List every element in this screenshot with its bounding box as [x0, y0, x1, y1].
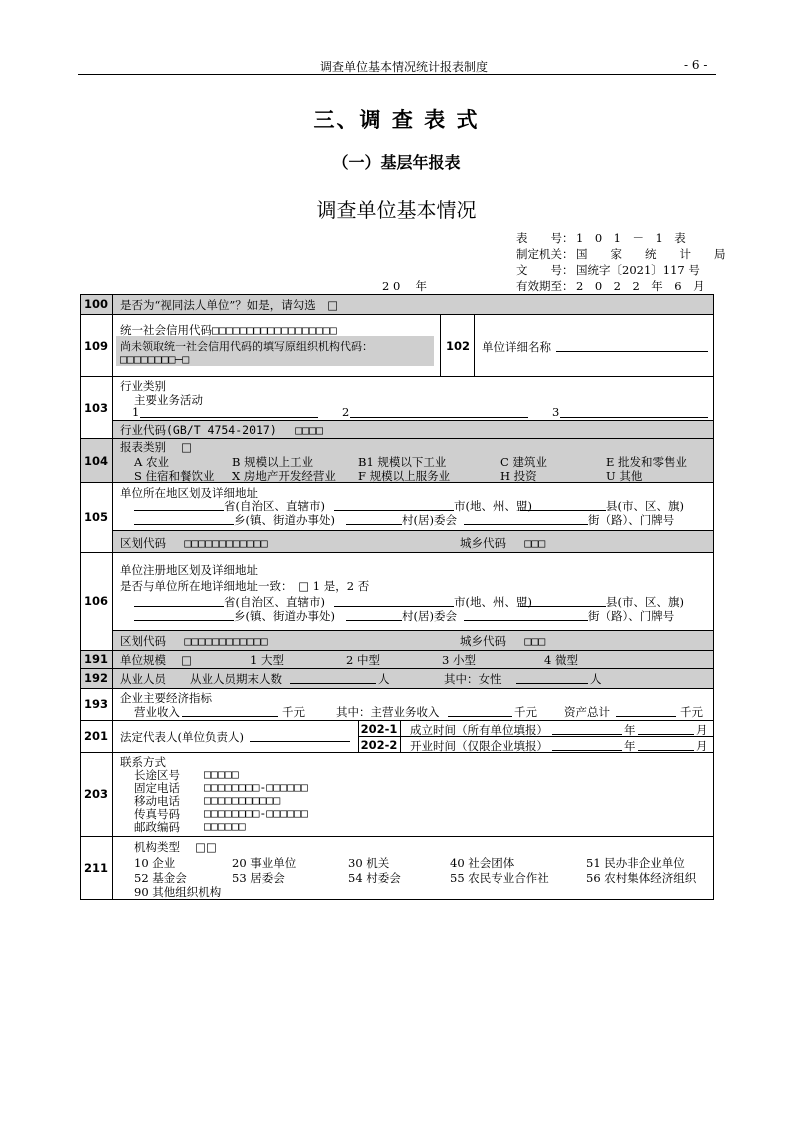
female-label: 其中：女性 — [444, 672, 502, 686]
scale-label[interactable]: 单位规模 □ — [120, 653, 193, 667]
reg-province-label: 省(自治区、直辖市) — [224, 595, 325, 609]
scale-option: 3 小型 — [442, 653, 476, 667]
unit-name-field[interactable] — [556, 339, 708, 352]
credit-code-field[interactable]: 统一社会信用代码□□□□□□□□□□□□□□□□□□ — [120, 323, 337, 337]
row-code: 202-1 — [360, 722, 398, 736]
zip-label: 邮政编码 — [134, 820, 180, 834]
row-code: 191 — [83, 652, 108, 666]
org-type-option: 53 居委会 — [232, 871, 285, 885]
scale-option: 2 中型 — [346, 653, 380, 667]
rule — [80, 376, 714, 377]
row-code: 106 — [83, 594, 108, 608]
rule — [80, 650, 714, 651]
province-label: 省(自治区、直辖市) — [224, 499, 325, 513]
main-revenue-label: 其中：主营业务收入 — [336, 705, 440, 719]
area-code-label: 长途区号 — [134, 768, 180, 782]
reg-village-label: 村(居)委会 — [402, 609, 457, 623]
rule — [80, 836, 714, 837]
opened-year-unit: 年 — [624, 739, 636, 753]
section-heading: 三、调 查 表 式 — [313, 108, 480, 132]
subsection-heading: （一）基层年报表 — [332, 153, 461, 172]
row-code: 102 — [445, 339, 470, 353]
employees-label: 从业人员 — [120, 672, 166, 686]
city-label: 市(地、州、盟) — [454, 499, 532, 513]
rule — [80, 688, 714, 689]
header-rule — [78, 74, 716, 75]
street-label: 街（路）、门牌号 — [588, 513, 675, 527]
opened-label: 开业时间（仅限企业填报） — [410, 739, 548, 753]
org-type-option: 51 民办非企业单位 — [586, 856, 685, 870]
reg-street-label: 街（路）、门牌号 — [588, 609, 675, 623]
report-type-option: S 住宿和餐饮业 — [134, 469, 215, 483]
report-type-option: E 批发和零售业 — [606, 455, 688, 469]
revenue-field[interactable] — [182, 703, 278, 717]
industry-code[interactable]: 行业代码(GB/T 4754-2017) □□□□ — [120, 423, 323, 437]
district-code[interactable]: 区划代码 □□□□□□□□□□□□ — [120, 536, 268, 550]
employees-end-label: 从业人员期末人数 — [190, 672, 282, 686]
org-type-option: 10 企业 — [134, 856, 176, 870]
org-type-option: 54 村委会 — [348, 871, 401, 885]
area-code-field[interactable]: □□□□□ — [204, 767, 239, 781]
employees-field[interactable] — [290, 670, 376, 684]
founded-month-field[interactable] — [638, 721, 694, 735]
revenue-unit: 千元 — [282, 705, 305, 719]
orig-code-label: 尚未领取统一社会信用代码的填写原组织机构代码： — [120, 340, 373, 353]
report-type-option: H 投资 — [500, 469, 537, 483]
scale-option: 1 大型 — [250, 653, 284, 667]
mobile-field[interactable]: □□□□□□□□□□□ — [204, 793, 281, 807]
doc-no: 国统字〔2021〕117 号 — [576, 263, 700, 277]
scale-option: 4 微型 — [544, 653, 578, 667]
econ-title: 企业主要经济指标 — [120, 691, 212, 705]
row-code: 109 — [83, 339, 108, 353]
legal-rep-label: 法定代表人(单位负责人) — [120, 730, 244, 744]
rule — [112, 630, 714, 631]
authority-label: 制定机关： — [516, 247, 574, 261]
rule — [112, 294, 113, 900]
report-type-option: B1 规模以下工业 — [358, 455, 447, 469]
valid-until: 2 0 2 2 年 6 月 — [576, 279, 705, 293]
rule — [440, 314, 441, 376]
org-type-option: 30 机关 — [348, 856, 390, 870]
opened-month-unit: 月 — [696, 739, 708, 753]
activity-2-field[interactable] — [350, 404, 528, 418]
founded-year-unit: 年 — [624, 723, 636, 737]
village-label: 村(居)委会 — [402, 513, 457, 527]
reg-district-code[interactable]: 区划代码 □□□□□□□□□□□□ — [120, 634, 268, 648]
row-code: 104 — [83, 454, 108, 468]
org-type-title[interactable]: 机构类型 □□ — [134, 840, 217, 854]
header-title: 调查单位基本情况统计报表制度 — [320, 60, 489, 74]
row-code: 105 — [83, 510, 108, 524]
reg-county-label: 县(市、区、旗) — [606, 595, 684, 609]
village-field[interactable] — [346, 512, 402, 525]
reg-city-field[interactable] — [334, 594, 454, 607]
row-code: 211 — [83, 861, 108, 875]
unit-name-label: 单位详细名称 — [482, 340, 551, 354]
org-type-option: 40 社会团体 — [450, 856, 515, 870]
town-field[interactable] — [134, 512, 234, 525]
orig-code-field[interactable]: □□□□□□□□—□ — [120, 352, 190, 366]
fax-field[interactable]: □□□□□□□□-□□□□□□ — [204, 806, 308, 820]
rule — [80, 552, 714, 553]
founded-month-unit: 月 — [696, 723, 708, 737]
county-label: 县(市、区、旗) — [606, 499, 684, 513]
assets-unit: 千元 — [680, 705, 703, 719]
assets-label: 资产总计 — [564, 705, 610, 719]
reg-town-label: 乡(镇、街道办事处) — [234, 609, 335, 623]
report-type-title[interactable]: 报表类别 □ — [120, 440, 193, 454]
founded-label: 成立时间（所有单位填报） — [410, 723, 548, 737]
contact-title: 联系方式 — [120, 755, 166, 769]
rule — [112, 530, 714, 531]
main-activity-label: 主要业务活动 — [134, 393, 203, 407]
org-type-option: 20 事业单位 — [232, 856, 297, 870]
reg-street-field[interactable] — [464, 608, 588, 621]
reg-urban-rural-code[interactable]: 城乡代码 □□□ — [460, 634, 546, 648]
city-field[interactable] — [334, 498, 454, 511]
activity-3-field[interactable] — [560, 404, 708, 418]
report-type-option: U 其他 — [606, 469, 643, 483]
registered-title: 单位注册地区划及详细地址 — [120, 563, 258, 577]
rule — [400, 720, 401, 752]
authority: 国 家 统 计 局 — [576, 247, 726, 261]
activity-1-num: 1 — [132, 405, 140, 419]
same-address-question[interactable]: 是否与单位所在地详细地址一致： □ 1 是，2 否 — [120, 579, 370, 593]
reg-village-field[interactable] — [346, 608, 402, 621]
founded-year-field[interactable] — [552, 721, 622, 735]
location-title: 单位所在地区划及详细地址 — [120, 486, 258, 500]
zip-field[interactable]: □□□□□□ — [204, 819, 246, 833]
page-number: - 6 - — [684, 58, 708, 72]
revenue-label: 营业收入 — [134, 705, 180, 719]
main-revenue-field[interactable] — [448, 703, 512, 717]
town-label: 乡(镇、街道办事处) — [234, 513, 335, 527]
row-code: 192 — [83, 671, 108, 685]
form-no-label: 表 号： — [516, 231, 574, 245]
report-type-option: A 农业 — [134, 455, 169, 469]
opened-year-field[interactable] — [552, 737, 622, 751]
org-type-option: 56 农村集体经济组织 — [586, 871, 697, 885]
org-type-option: 52 基金会 — [134, 871, 187, 885]
main-revenue-unit: 千元 — [514, 705, 537, 719]
female-field[interactable] — [516, 670, 588, 684]
reg-province-field[interactable] — [134, 594, 224, 607]
doc-no-label: 文 号： — [516, 263, 574, 277]
industry-title: 行业类别 — [120, 379, 166, 393]
legal-rep-field[interactable] — [250, 728, 350, 742]
reg-city-label: 市(地、州、盟) — [454, 595, 532, 609]
fax-label: 传真号码 — [134, 807, 180, 821]
fixed-phone-label: 固定电话 — [134, 781, 180, 795]
activity-1-field[interactable] — [140, 404, 318, 418]
fixed-phone-field[interactable]: □□□□□□□□-□□□□□□ — [204, 780, 308, 794]
reg-town-field[interactable] — [134, 608, 234, 621]
row-100-text: 是否为“视同法人单位”？如是，请勾选 □ — [120, 298, 339, 312]
province-field[interactable] — [134, 498, 224, 511]
urban-rural-code[interactable]: 城乡代码 □□□ — [460, 536, 546, 550]
org-type-option: 90 其他组织机构 — [134, 885, 222, 899]
activity-2-num: 2 — [342, 405, 350, 419]
rule — [80, 314, 714, 315]
mobile-label: 移动电话 — [134, 794, 180, 808]
report-type-option: C 建筑业 — [500, 455, 547, 469]
rule — [474, 314, 475, 376]
female-unit: 人 — [590, 672, 602, 686]
row-code: 201 — [83, 729, 108, 743]
row-code: 103 — [83, 401, 108, 415]
valid-label: 有效期至： — [516, 279, 574, 293]
activity-3-num: 3 — [552, 405, 560, 419]
row-code: 203 — [83, 787, 108, 801]
report-type-option: F 规模以上服务业 — [358, 469, 451, 483]
reg-county-field[interactable] — [520, 594, 606, 607]
employees-unit: 人 — [378, 672, 390, 686]
report-year: 2 0 年 — [382, 279, 427, 293]
street-field[interactable] — [464, 512, 588, 525]
assets-field[interactable] — [616, 703, 676, 717]
form-title: 调查单位基本情况 — [316, 198, 477, 222]
report-type-option: X 房地产开发经营业 — [232, 469, 336, 483]
org-type-option: 55 农民专业合作社 — [450, 871, 549, 885]
report-type-option: B 规模以上工业 — [232, 455, 314, 469]
rule — [112, 420, 714, 421]
rule — [80, 668, 714, 669]
opened-month-field[interactable] — [638, 737, 694, 751]
row-code: 193 — [83, 697, 108, 711]
row-code: 100 — [83, 297, 108, 311]
county-field[interactable] — [520, 498, 606, 511]
form-no: 1 0 1 － 1 表 — [576, 231, 686, 245]
row-code: 202-2 — [360, 738, 398, 752]
rule — [80, 752, 714, 753]
